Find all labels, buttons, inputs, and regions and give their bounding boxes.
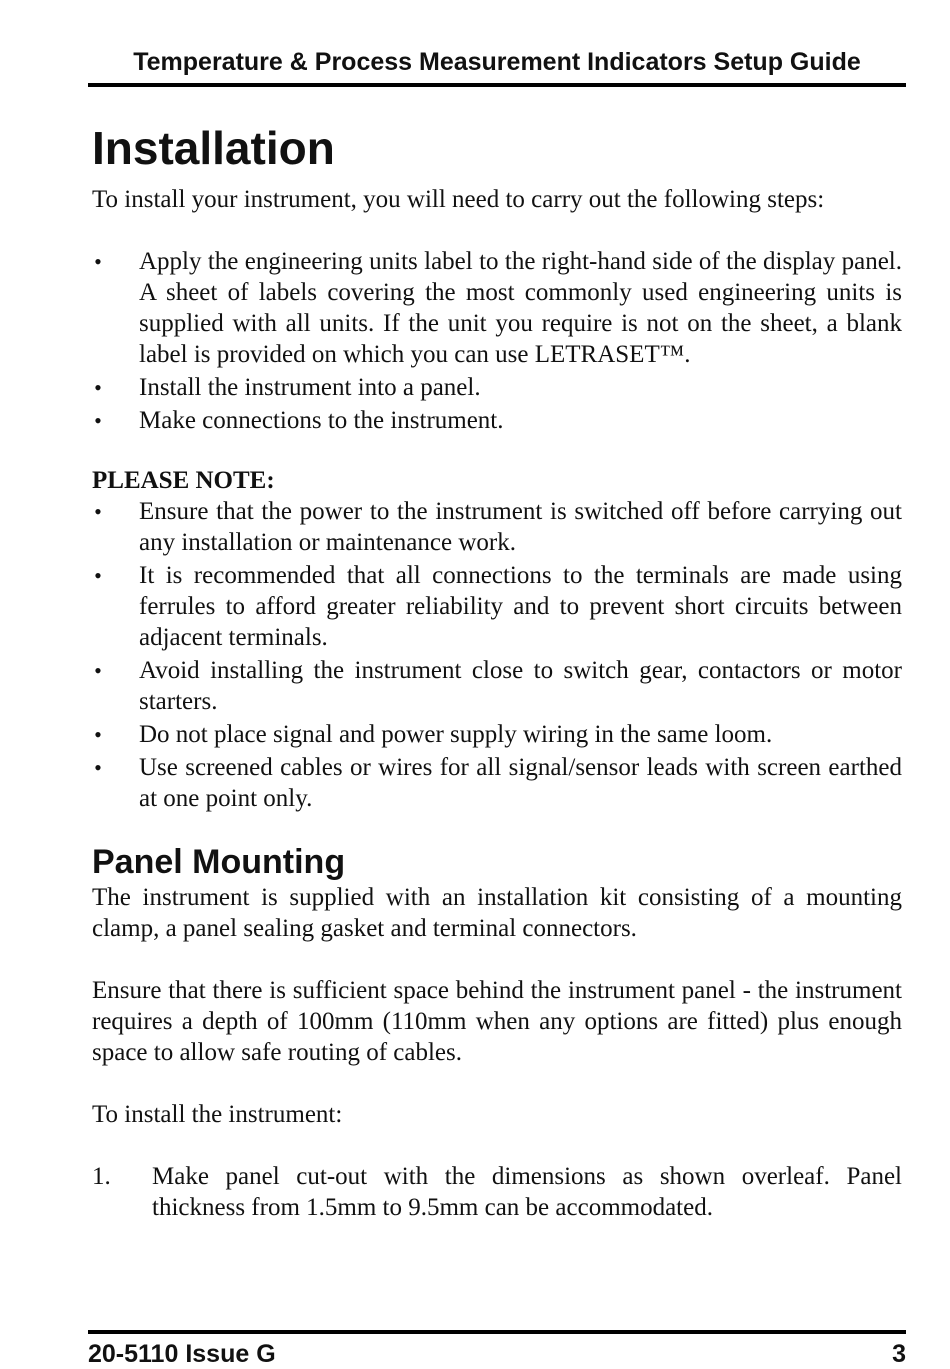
bullet-icon: • (94, 563, 102, 588)
panel-mounting-para-3: To install the instrument: (92, 1101, 343, 1128)
list-item: • Use screened cables or wires for all signal/sensor leads with screen earthed at one point only. (92, 752, 902, 814)
list-item: • Avoid installing the instrument close to switch gear, contactors or motor starters. (92, 655, 902, 717)
bullet-icon: • (94, 658, 102, 683)
list-item: 1. Make panel cut-out with the dimensions as shown overleaf. Panel thickness from 1.5mm to 9.5mm can be accommodated. (92, 1163, 902, 1221)
bullet-icon: • (94, 375, 102, 400)
footer-doc-id: 20-5110 Issue G (88, 1340, 276, 1368)
install-numbered-list (92, 1161, 902, 1223)
page-footer (88, 1330, 906, 1369)
bullet-icon: • (94, 722, 102, 747)
header-title: Temperature & Process Measurement Indicators Setup Guide (133, 48, 861, 76)
please-note-title: PLEASE NOTE: (92, 467, 275, 494)
notes-list (92, 496, 902, 814)
list-item: • Ensure that the power to the instrument is switched off before carrying out any installation or maintenance work. (92, 496, 902, 558)
section-heading-installation: Installation (92, 122, 335, 174)
list-item: • Install the instrument into a panel. (92, 372, 902, 403)
list-item: • Apply the engineering units label to the right-hand side of the display panel. A sheet of labels covering the most commonly used engineering units is supplied with all units. If the unit you require is not on the sheet, a blank label is provided on which you can use LETRASET™. (92, 246, 902, 370)
footer-page-number: 3 (892, 1340, 906, 1368)
list-number: 1. (92, 1163, 111, 1190)
bullet-icon: • (94, 408, 102, 433)
panel-mounting-para-1: The instrument is supplied with an installation kit consisting of a mounting clamp, a panel sealing gasket and terminal connectors. (92, 884, 902, 942)
bullet-icon: • (94, 499, 102, 524)
page-content (92, 118, 902, 1223)
bullet-icon: • (94, 755, 102, 780)
page-header (88, 48, 906, 87)
list-item: • Do not place signal and power supply wiring in the same loom. (92, 719, 902, 750)
installation-steps-list (92, 246, 902, 436)
bullet-icon: • (94, 249, 102, 274)
section-heading-panel-mounting: Panel Mounting (92, 843, 346, 881)
list-item: • It is recommended that all connections to the terminals are made using ferrules to afford greater reliability and to prevent short circuits between adjacent terminals. (92, 560, 902, 653)
list-item: • Make connections to the instrument. (92, 405, 902, 436)
panel-mounting-para-2: Ensure that there is sufficient space behind the instrument panel - the instrument requires a depth of 100mm (110mm when any options are fitted) plus enough space to allow safe routing of cables. (92, 977, 902, 1066)
installation-intro: To install your instrument, you will need to carry out the following steps: (92, 186, 825, 213)
